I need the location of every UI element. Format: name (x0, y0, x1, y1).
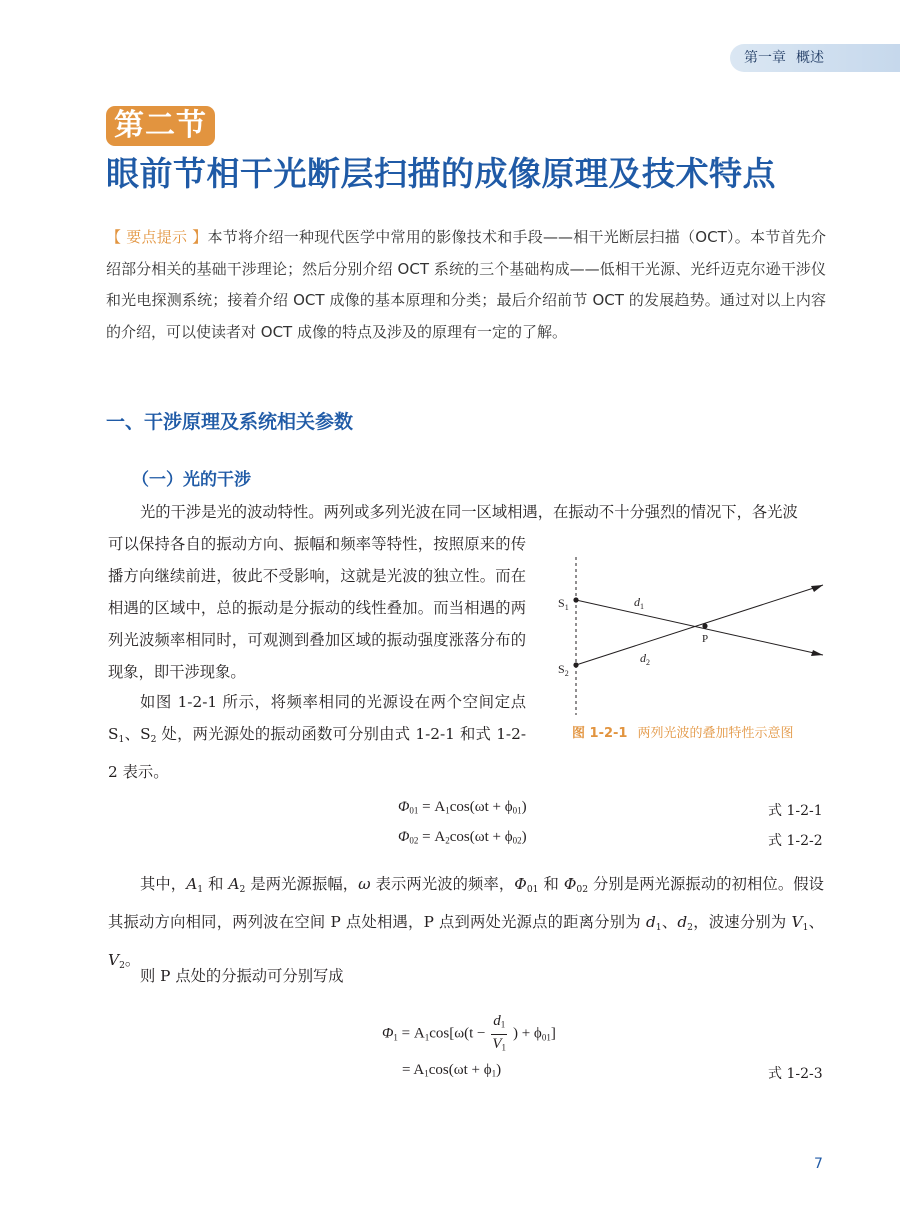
eq-lhs: Φ (398, 799, 410, 815)
eq-sub: 1 (491, 1068, 497, 1079)
section-badge: 第二节 (106, 106, 215, 146)
svg-text:S1 (558, 596, 569, 612)
eq-part: = A (422, 829, 446, 845)
figure-caption-text: 两列光波的叠加特性示意图 (637, 726, 794, 741)
chapter-name: 概述 (796, 50, 824, 66)
eq-sub: 1 (501, 1042, 507, 1053)
figure-caption (572, 722, 793, 741)
paragraph-1-first-line: 光的干涉是光的波动特性。两列或多列光波在同一区域相遇，在振动不十分强烈的情况下，各光波 (140, 503, 798, 521)
eq-sub: 1 (393, 1032, 398, 1043)
label-s2-sub: 2 (564, 669, 569, 678)
label-d2-sub: 2 (646, 658, 650, 667)
subscript: 1 (802, 921, 809, 933)
text-run: 分别是两光源振动的初相位。假设其振动方向相同，两列波在空间 P 点处相遇，P 点到两处光源点的距离分别为 (108, 875, 824, 931)
label-s1-sub: 1 (564, 603, 569, 612)
subscript: 01 (526, 883, 539, 895)
eq-sub: 02 (409, 835, 419, 846)
subscript: 2 (687, 921, 693, 933)
eq-lhs: Φ (382, 1025, 394, 1042)
subscript: 1 (655, 921, 662, 933)
text-run: 其中， (140, 875, 187, 893)
chapter-tab (730, 44, 900, 72)
label-d1: d (634, 595, 640, 609)
math-var: Φ (514, 875, 527, 893)
eq-fraction-numerator (491, 1012, 507, 1035)
eq-part: ) (496, 1062, 502, 1078)
text-run: 、 (661, 912, 678, 931)
math-var: Φ (563, 875, 577, 893)
label-s2: S (558, 662, 565, 676)
eq-sub: 01 (409, 805, 419, 816)
subscript: 1 (197, 883, 204, 895)
key-points-text: 本节将介绍一种现代医学中常用的影像技术和手段——相干光断层扫描（OCT）。本节首先介绍部分相关的基础干涉理论；然后分别介绍 OCT 系统的三个基础构成——低相干光源、光纤迈克尔逊干涉仪和光电探测系统；接着介绍 OCT 成像的基本原理和分类；最后介绍前节 OCT 的发展趋势。通过对以上内容的介绍，可以使读者对 OCT 成像的特点及涉及的原理有一定的了解。 (106, 228, 826, 341)
eq-part: cos(ωt + ϕ (449, 829, 513, 845)
paragraph-4: 则 P 点处的分振动可分别写成 (140, 967, 344, 985)
equation-1-2-2 (398, 829, 527, 846)
paragraph-1-body: 可以保持各自的振动方向、振幅和频率等特性，按照原来的传播方向继续前进，彼此不受影响，这就是光波的独立性。而在相遇的区域中，总的振动是分振动的线性叠加。而当相遇的两列光波频率相同时，可观测到叠加区域的振动强度涨落分布的现象，即干涉现象。 (108, 535, 526, 681)
label-d1-sub: 1 (640, 602, 644, 611)
equation-tag-1-2-2: 式 1-2-2 (768, 833, 823, 849)
subscript: 2 (150, 733, 157, 745)
eq-sub: 01 (541, 1032, 551, 1043)
eq-part: = A (402, 1062, 425, 1078)
ray-from-s1-arrowhead (811, 650, 823, 656)
eq-part: ) (521, 799, 527, 815)
interference-figure (558, 555, 828, 715)
figure-number: 图 1-2-1 (572, 726, 628, 741)
key-points-label: 【 要点提示 】 (106, 228, 208, 246)
math-var: V (791, 912, 803, 931)
section-heading: 一、干涉原理及系统相关参数 (106, 411, 354, 433)
eq-sub: 01 (512, 805, 522, 816)
eq-fraction-denominator (491, 1035, 507, 1057)
ray-from-s2 (576, 585, 823, 665)
text-run: 如图 1-2-1 所示，将频率相同的光源设在两个空间定点 S (108, 693, 526, 743)
math-var: d (645, 912, 656, 931)
eq-part: V (492, 1035, 502, 1052)
source-s2-point (573, 662, 578, 667)
label-d2: d (640, 651, 646, 665)
math-var: ω (358, 875, 371, 893)
eq-part: ) + ϕ (512, 1025, 542, 1042)
eq-part: = A (422, 799, 446, 815)
eq-part: ) (521, 829, 527, 845)
eq-sub: 1 (424, 1032, 430, 1043)
equation-1-2-1 (398, 799, 527, 816)
label-s1: S (558, 596, 565, 610)
equation-tag-1-2-3: 式 1-2-3 (768, 1066, 823, 1082)
equation-1-2-3-line-1 (382, 1012, 556, 1056)
math-var: A (186, 875, 198, 893)
source-s1-point (573, 597, 578, 602)
svg-text:S2 (558, 662, 569, 678)
page-number: 7 (814, 1156, 823, 1172)
svg-text:d2 (640, 651, 650, 667)
text-run: 、S (124, 725, 151, 743)
eq-part: cos(ωt + ϕ (428, 1062, 492, 1078)
key-points-paragraph (106, 222, 826, 348)
eq-part: ] (550, 1025, 556, 1042)
subscript: 02 (576, 883, 589, 895)
text-run: 处，两光源处的振动函数可分别由式 1-2-1 和式 1-2-2 表示。 (108, 725, 526, 781)
eq-sub: 1 (500, 1019, 506, 1030)
eq-sub: 02 (512, 835, 522, 846)
eq-sub: 1 (424, 1068, 429, 1079)
label-p: P (702, 633, 709, 645)
ray-from-s2-arrowhead (811, 585, 823, 592)
equation-1-2-3-line-2 (402, 1062, 501, 1079)
math-var: A (228, 875, 240, 893)
ray-from-s1 (576, 600, 823, 655)
equation-tag-1-2-1: 式 1-2-1 (768, 803, 823, 819)
eq-part: cos[ω(t − (429, 1025, 486, 1042)
text-run: 表示两光波的频率， (370, 875, 515, 893)
eq-fraction (491, 1012, 507, 1056)
eq-lhs: Φ (398, 829, 410, 845)
svg-text:d1 (634, 595, 644, 611)
math-var: V (108, 950, 120, 969)
subsection-heading: （一）光的干涉 (132, 470, 251, 490)
eq-sub: 2 (445, 835, 450, 846)
chapter-label: 第一章 (744, 50, 786, 66)
subscript: 2 (119, 959, 125, 971)
text-run: 是两光源振幅， (245, 875, 359, 893)
paragraph-2 (108, 686, 526, 788)
eq-part: cos(ωt + ϕ (449, 799, 513, 815)
subscript: 2 (239, 883, 246, 895)
page-title: 眼前节相干光断层扫描的成像原理及技术特点 (106, 154, 776, 193)
text-run: 和 (203, 875, 229, 893)
text-run: 、 (808, 912, 824, 931)
text-run: ，波速分别为 (693, 912, 792, 931)
subscript: 1 (118, 733, 125, 745)
meeting-point-p (702, 623, 707, 628)
eq-part: d (493, 1013, 501, 1029)
eq-part: = A (401, 1025, 425, 1042)
text-run: 。 (124, 950, 141, 969)
eq-sub: 1 (445, 805, 450, 816)
text-run: 和 (538, 875, 564, 893)
math-var: d (677, 912, 688, 931)
